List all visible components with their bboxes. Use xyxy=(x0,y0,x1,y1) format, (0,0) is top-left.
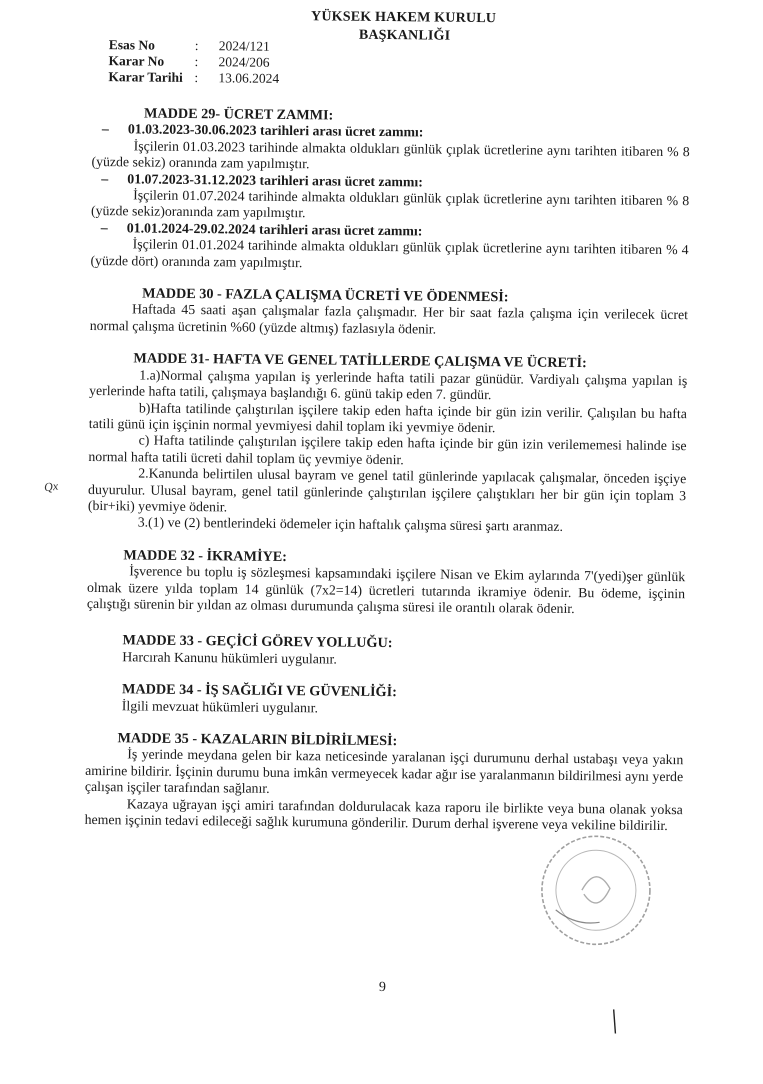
article-29-sub2-title: – 01.07.2023-31.12.2023 tarihleri arası ücret zammı: xyxy=(127,171,689,193)
article-29-sub1-title: – 01.03.2023-30.06.2023 tarihleri arası ücret zammı: xyxy=(128,122,690,144)
article-35-title: MADDE 35 - KAZALARIN BİLDİRİLMESİ: xyxy=(117,730,398,750)
meta-value: 2024/121 xyxy=(218,38,270,54)
handwritten-margin-note: Qx xyxy=(43,478,59,495)
article-32-title: MADDE 32 - İKRAMİYE: xyxy=(123,547,288,565)
article-33-text: Harcırah Kanunu hükümleri uygulanır. xyxy=(122,649,337,667)
meta-row-karar xyxy=(108,53,279,71)
article-31-para2: b)Hafta tatilinde çalıştırılan işçilere takip eden hafta içinde bir gün izin verilir. Çalışılan bu hafta tatili günü için işçinin normal yevmiyesi dahil toplam iki yevmiye ödenir. xyxy=(88,399,688,436)
header-title-line2: BAŞKANLIĞI xyxy=(358,27,451,44)
meta-key: Karar Tarihi xyxy=(108,69,183,85)
article-34-text: İlgili mevzuat hükümleri uygulanır. xyxy=(121,697,319,715)
article-30-title: MADDE 30 - FAZLA ÇALIŞMA ÜCRETİ VE ÖDENMESİ: xyxy=(142,285,509,306)
article-35-para2: Kazaya uğrayan işçi amiri tarafından doldurulacak kaza raporu ile birlikte veya buna olanak yoksa hemen işçinin tedavi edileceği sağlık kurumuna gönderilir. Durum derhal işverene veya vekiline bildirilir. xyxy=(84,795,683,834)
article-30-text: Haftada 45 saati aşan çalışmalar fazla çalışmadır. Her bir saat fazla çalışma için verilecek ücret normal çalışma ücretinin %60 (yüzde altmış) fazlasıyla ödenir. xyxy=(89,301,689,337)
document-body xyxy=(85,105,691,835)
meta-sep: : xyxy=(194,38,199,54)
article-29-sub1-text: İşçilerin 01.03.2023 tarihinde almakta oldukları günlük çıplak ücretlerine aynı tarihten itibaren % 8 (yüzde sekiz) oranında zam yapılmıştır. xyxy=(91,138,690,172)
article-34-title: MADDE 34 - İŞ SAĞLIĞI VE GÜVENLİĞİ: xyxy=(121,681,397,701)
meta-sep: : xyxy=(194,70,199,86)
header-title-line1: YÜKSEK HAKEM KURULU xyxy=(310,9,497,27)
meta-key: Karar No xyxy=(108,53,165,69)
article-35-para1: İş yerinde meydana gelen bir kaza neticesinde yaralanan işçi durumunu derhal ustabaşı veya yakın amirine bildirir. İşçinin durumu buna imkân vermeyecek kadar ağır ise yaralanmanın bildirilmesi aynı yerde çalışan işçiler tarafından sağlanır. xyxy=(84,746,684,797)
meta-value: 2024/206 xyxy=(218,54,270,70)
article-31-para1: 1.a)Normal çalışma yapılan iş yerlerinde hafta tatili pazar günüdür. Vardiyalı çalışma yapılan iş yerlerinde hafta tatili, çalışmaya başlandığı 6. günü takip eden 7. gündür. xyxy=(89,367,688,403)
case-meta xyxy=(108,37,279,87)
article-32-text: İşverence bu toplu iş sözleşmesi kapsamındaki işçilere Nisan ve Ekim aylarında 7'(yedi)şer günlük olmak üzere yılda toplam 14 günlük (7x2=14) ücretleri tutarında ikramiye ödenir. Bu ödeme, işçinin çalıştığı sürenin bir yıldan az olması durumunda çalışma süresi ile orantılı olarak ödenir. xyxy=(86,563,686,617)
article-29-sub3-title: – 01.01.2024-29.02.2024 tarihleri arası ücret zammı: xyxy=(127,220,689,242)
article-31-para5: 3.(1) ve (2) bentlerindeki ödemeler için haftalık çalışma süresi şartı aranmaz. xyxy=(137,514,564,535)
meta-row-karar-tarihi xyxy=(108,69,279,87)
meta-row-esas xyxy=(109,37,280,55)
article-33-title: MADDE 33 - GEÇİCİ GÖREV YOLLUĞU: xyxy=(122,632,393,652)
meta-value: 13.06.2024 xyxy=(218,70,280,86)
article-29-sub3-text: İşçilerin 01.01.2024 tarihinde almakta oldukları günlük çıplak ücretlerine aynı tarihten itibaren % 4 (yüzde dört) oranında zam yapılmıştır. xyxy=(90,236,689,270)
article-31-para3: c) Hafta tatilinde çalıştırılan işçilere takip eden hafta içinde bir gün izin verilememesi halinde ise normal hafta tatili ücreti dahil toplam üç yevmiye ödenir. xyxy=(88,432,687,467)
page-number: 9 xyxy=(378,980,386,996)
article-31-title: MADDE 31- HAFTA VE GENEL TATİLLERDE ÇALIŞMA VE ÜCRETİ: xyxy=(133,350,587,372)
article-31-para4: 2.Kanunda belirtilen ulusal bayram ve genel tatil günlerinde yapılacak çalışmalar, önceden işçiye duyurulur. Ulusal bayram, genel tatil günlerinde çalıştırılan işçilere çalıştıkları her bir gün için toplam 3 (bir+iki) yevmiye ödenir. xyxy=(87,465,687,515)
article-29-title: MADDE 29- ÜCRET ZAMMI: xyxy=(143,105,334,124)
signature-mark-icon xyxy=(609,1007,623,1035)
article-29-sub2-text: İşçilerin 01.07.2024 tarihinde almakta oldukları günlük çıplak ücretlerine aynı tarihten itibaren % 8 (yüzde sekiz)oranında zam yapılmıştır. xyxy=(90,187,690,221)
official-seal-stamp-icon xyxy=(535,830,656,951)
meta-key: Esas No xyxy=(108,37,155,53)
meta-sep: : xyxy=(194,54,199,70)
